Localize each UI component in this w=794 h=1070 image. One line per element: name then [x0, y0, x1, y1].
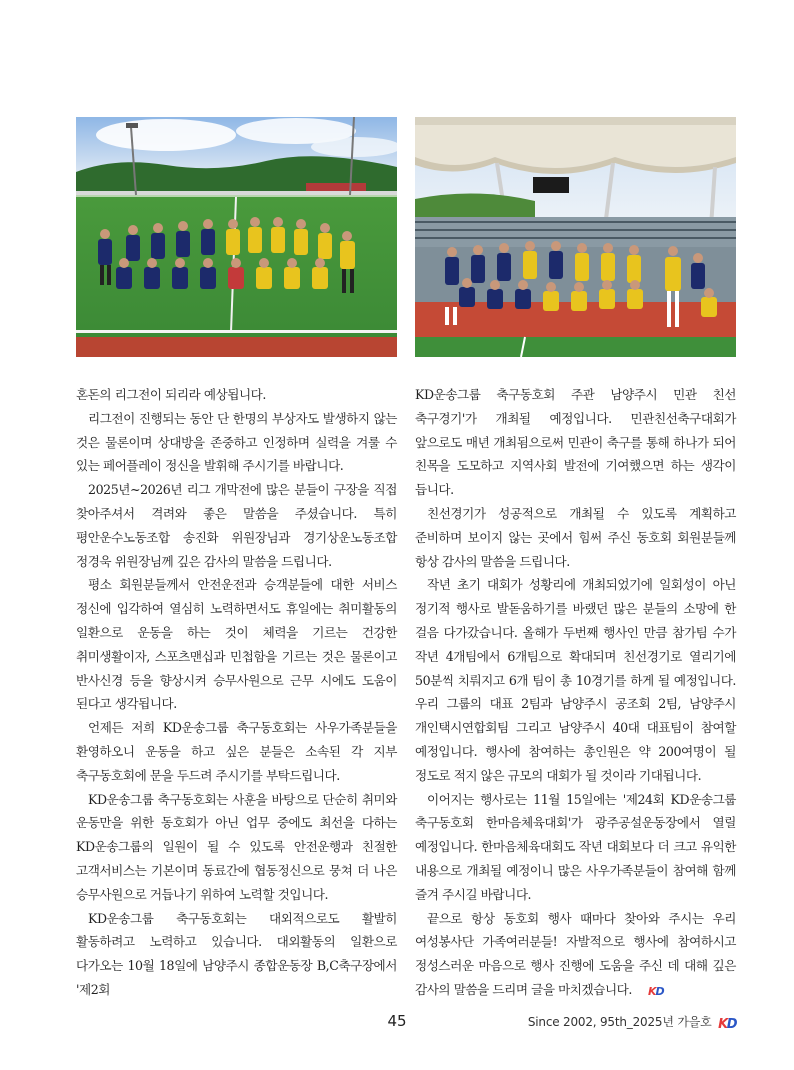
- photo-right-team-under-canopy: [415, 117, 736, 357]
- paragraph: 2025년~2026년 리그 개막전에 많은 분들이 구장을 직접 찾아주셔서 격려와 좋은 말씀을 주셨습니다. 특히 평안운수노동조합 송진화 위원장님과 경기상운노동조합 정경욱 위원장님께 깊은 감사의 말씀을 드립니다.: [76, 482, 397, 569]
- paragraph: 이어지는 행사로는 11월 15일에는 '제24회 KD운송그룹 축구동호회 한마음체육대회'가 광주공설운동장에서 열릴 예정입니다. 한마음체육대회도 작년 대회보다 더 크고 유익한 내용으로 개최될 예정이니 많은 사우가족분들이 참여해 함께 즐겨 주시길 바랍니다.: [415, 791, 736, 902]
- paragraph: 언제든 저희 KD운송그룹 축구동호회는 사우가족분들을 환영하오니 운동을 하고 싶은 분들은 소속된 각 지부 축구동호회에 문을 두드려 주시기를 부탁드립니다.: [76, 720, 397, 783]
- paragraph: 친선경기가 성공적으로 개최될 수 있도록 계획하고 준비하며 보이지 않는 곳에서 힘써 주신 동호회 회원분들께 항상 감사의 말씀을 드립니다.: [415, 505, 736, 569]
- paragraph: 리그전이 진행되는 동안 단 한명의 부상자도 발생하지 않는 것은 물론이며 상대방을 존중하고 인정하며 실력을 겨룰 수 있는 페어플레이 정신을 발휘해 주시기를 바랍니다.: [76, 410, 397, 474]
- paragraph: KD운송그룹 축구동호회 주관 남양주시 민관 친선 축구경기'가 개최될 예정입니다. 민관친선축구대회가 앞으로도 매년 개최됨으로써 민관이 축구를 통해 하나가 되어 친목을 도모하고 지역사회 발전에 기여했으면 하는 생각이 듭니다.: [415, 387, 736, 498]
- issue-footer: [528, 1013, 736, 1032]
- paragraph: 혼돈의 리그전이 되리라 예상됩니다.: [76, 387, 266, 402]
- article-left-column: [76, 383, 397, 1002]
- kd-end-mark-icon: KD: [647, 984, 664, 998]
- page-number: 45: [387, 1012, 407, 1030]
- paragraph: 끝으로 항상 동호회 행사 때마다 찾아와 주시는 우리 여성봉사단 가족여러분들! 자발적으로 행사에 참여하시고 정성스러운 마음으로 행사 진행에 도움을 주신 데 대해 깊은 감사의 말씀을 드리며 글을 마치겠습니다. KD: [415, 907, 736, 1004]
- issue-text: Since 2002, 95th_2025년 가을호: [527, 1015, 712, 1029]
- paragraph: 작년 초기 대회가 성황리에 개최되었기에 일회성이 아닌 정기적 행사로 발돋움하기를 바랬던 많은 분들의 소망에 한 걸음 다가갔습니다. 올해가 두번째 행사인 만큼 참가팀 수가 작년 4개팀에서 6개팀으로 확대되며 친선경기로 열리기에 50분씩 치뤄지고 6개 팀이 총 10경기를 하게 될 예정입니다. 우리 그룹의 대표 2팀과 남양주시 공조회 2팀, 남양주시 개인택시연합회팀 그리고 남양주시 40대 대표팀이 참여할 예정입니다. 행사에 참여하는 총인원은 약 200여명이 될 정도로 적지 않은 규모의 대회가 될 것이라 기대됩니다.: [415, 577, 736, 783]
- paragraph: KD운송그룹 축구동호회는 대외적으로도 활발히 활동하려고 노력하고 있습니다. 대외활동의 일환으로 다가오는 10월 18일에 남양주시 종합운동장 B,C축구장에서 '제2회: [76, 910, 397, 997]
- article-right-column: [415, 383, 736, 1004]
- paragraph: KD운송그룹 축구동호회는 사훈을 바탕으로 단순히 취미와 운동만을 위한 동호회가 아닌 업무 중에도 최선을 다하는 KD운송그룹의 일원이 될 수 있도록 안전운행과 친절한 고객서비스는 기본이며 동료간에 협동정신으로 뭉쳐 더 나은 승무사원으로 거듭나기 위하여 노력할 것입니다.: [76, 791, 397, 902]
- photo-left-team-on-field: [76, 117, 397, 357]
- kd-logo-icon: KD: [718, 1017, 736, 1032]
- paragraph: 평소 회원분들께서 안전운전과 승객분들에 대한 서비스 정신에 입각하여 열심히 노력하면서도 휴일에는 취미활동의 일환으로 운동을 하는 것이 체력을 기르는 건강한 취미생활이자, 스포츠맨십과 민첩함을 기르는 것은 물론이고 반사신경 등을 향상시켜 승무사원으로 근무 시에도 도움이 된다고 생각됩니다.: [76, 577, 397, 712]
